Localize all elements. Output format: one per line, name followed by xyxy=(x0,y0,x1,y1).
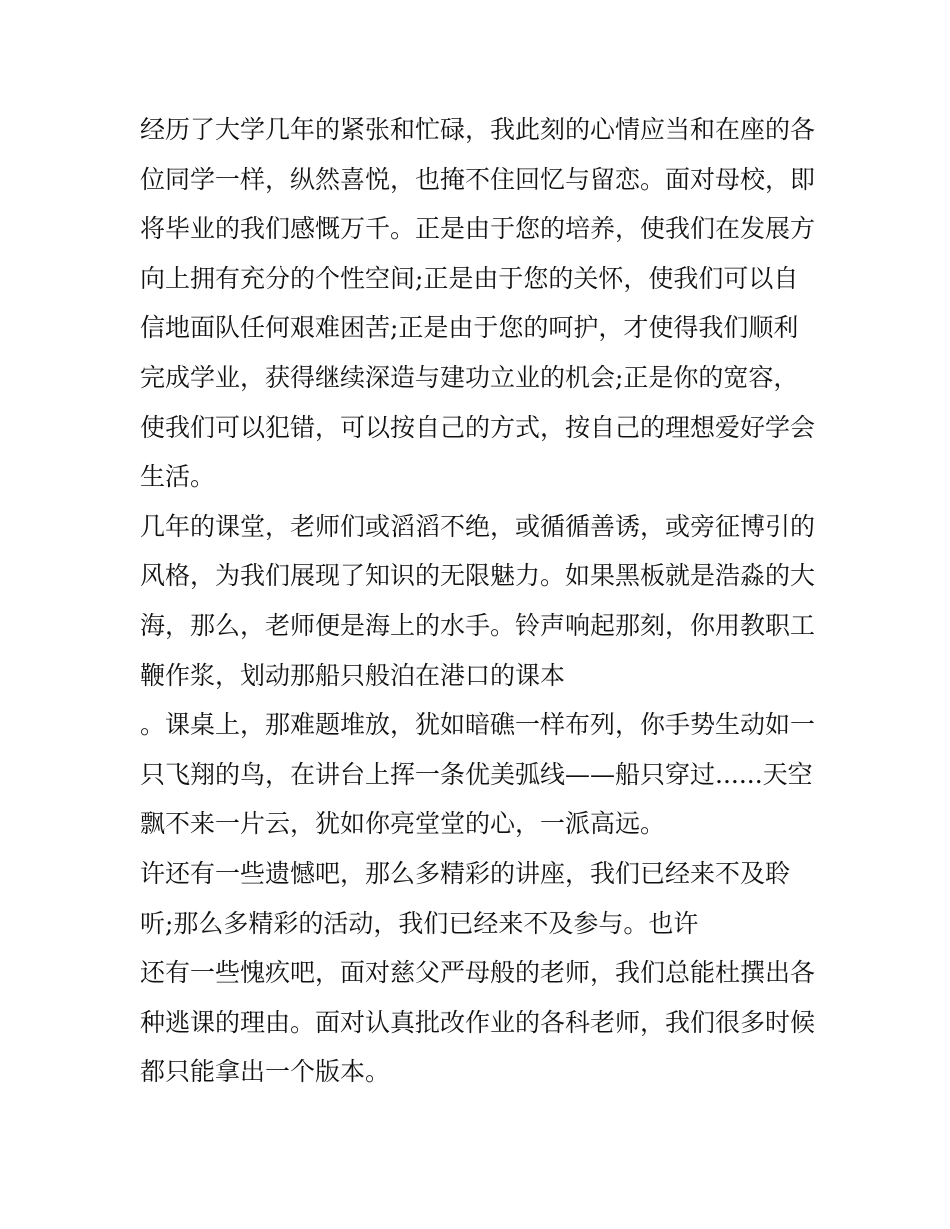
text-line-19: 种逃课的理由。面对认真批改作业的各科老师，我们很多时候 xyxy=(140,1007,816,1037)
text-line-20: 都只能拿出一个版本。 xyxy=(140,1057,391,1087)
text-line-7: 使我们可以犯错，可以按自己的方式，按自己的理想爱好学会 xyxy=(140,412,816,442)
text-line-11: 海，那么，老师便是海上的水手。铃声响起那刻，你用教职工 xyxy=(140,610,816,640)
text-line-2: 位同学一样，纵然喜悦，也掩不住回忆与留恋。面对母校，即 xyxy=(140,164,816,194)
text-line-18: 还有一些愧疚吧，面对慈父严母般的老师，我们总能杜撰出各 xyxy=(140,958,816,988)
text-line-16: 许还有一些遗憾吧，那么多精彩的讲座，我们已经来不及聆 xyxy=(140,858,791,888)
text-line-15: 飘不来一片云，犹如你亮堂堂的心，一派高远。 xyxy=(140,809,666,839)
text-line-3: 将毕业的我们感慨万千。正是由于您的培养，使我们在发展方 xyxy=(140,214,816,244)
text-line-10: 风格，为我们展现了知识的无限魅力。如果黑板就是浩淼的大 xyxy=(140,561,816,591)
text-line-4: 向上拥有充分的个性空间;正是由于您的关怀，使我们可以自 xyxy=(140,263,799,293)
text-line-12: 鞭作浆，划动那船只般泊在港口的课本 xyxy=(140,660,566,690)
text-line-17: 听;那么多精彩的活动，我们已经来不及参与。也许 xyxy=(140,908,699,938)
text-line-1: 经历了大学几年的紧张和忙碌，我此刻的心情应当和在座的各 xyxy=(140,115,816,144)
text-line-6: 完成学业，获得继续深造与建功立业的机会;正是你的宽容， xyxy=(140,362,799,392)
text-line-9: 几年的课堂，老师们或滔滔不绝，或循循善诱，或旁征博引的 xyxy=(140,511,816,541)
document-body xyxy=(140,105,820,1097)
text-line-5: 信地面队任何艰难困苦;正是由于您的呵护，才使得我们顺利 xyxy=(140,313,799,343)
text-line-8: 生活。 xyxy=(140,462,216,492)
text-line-13: 。课桌上，那难题堆放，犹如暗礁一样布列，你手势生动如一 xyxy=(140,710,816,740)
text-line-14: 只飞翔的鸟，在讲台上挥一条优美弧线——船只穿过......天空 xyxy=(140,759,813,789)
